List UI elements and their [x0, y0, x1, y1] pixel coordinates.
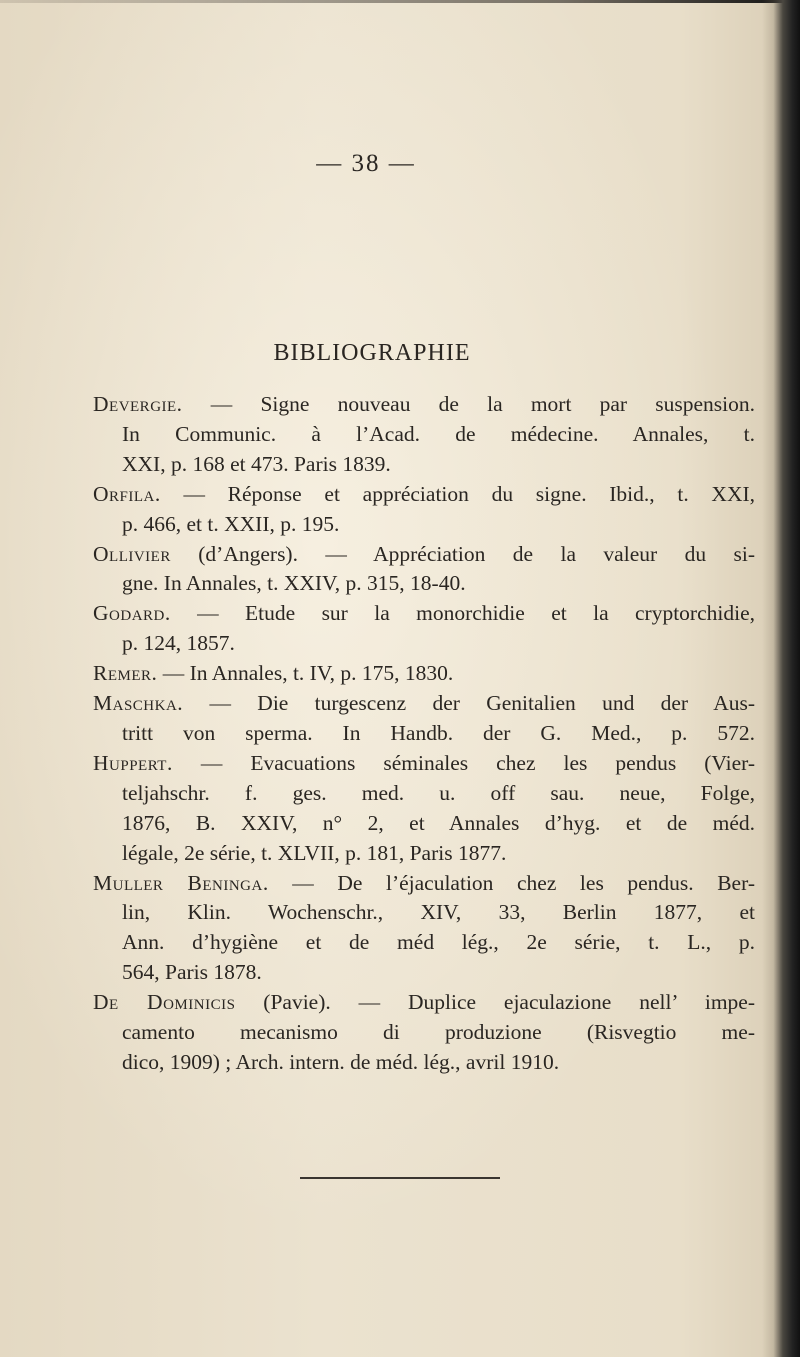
entry-text-line: — Die turgescenz der Genitalien und der Aus- — [209, 691, 755, 716]
entry-text-line: — Signe nouveau de la mort par suspension. — [210, 392, 756, 416]
entry-text-line: (d’Angers). — Appréciation de la valeur du si- — [198, 541, 755, 566]
entry-text-line: — In Annales, t. IV, p. 175, 1830. — [162, 661, 454, 686]
entry-text-line: légale, 2e série, t. XLVII, p. 181, Paris 1877. — [122, 840, 507, 865]
entry-text-line: Ann. d’hygiène et de méd lég., 2e série, t. L., p. — [122, 930, 755, 955]
entry-text-line: XXI, p. 168 et 473. Paris 1839. — [122, 451, 391, 476]
bibliography-entry — [93, 659, 755, 689]
entry-author: Orfila. — [93, 481, 161, 506]
bibliography-entry — [93, 689, 755, 749]
entry-text-line: (Pavie). — Duplice ejaculazione nell’ impe- — [263, 990, 756, 1015]
bibliography-entry — [93, 988, 755, 1078]
entry-text-line: p. 466, et t. XXII, p. 195. — [122, 511, 340, 536]
entry-text-line: 1876, B. XXIV, n° 2, et Annales d’hyg. et de méd. — [122, 810, 755, 835]
entry-text-line: — Réponse et appréciation du signe. Ibid., t. XXI, — [183, 481, 756, 506]
entry-text-line: lin, Klin. Wochenschr., XIV, 33, Berlin 1877, et — [122, 900, 755, 925]
entry-text-line: tritt von sperma. In Handb. der G. Med., p. 572. — [122, 720, 755, 745]
end-rule — [300, 1177, 500, 1179]
entry-text-line: — Etude sur la monorchidie et la cryptorchidie, — [197, 601, 755, 626]
entry-text-line: dico, 1909) ; Arch. intern. de méd. lég., avril 1910. — [122, 1049, 560, 1074]
entry-author: De Dominicis — [93, 990, 236, 1015]
entry-text-line: camento mecanismo di produzione (Risvegtio me- — [122, 1020, 755, 1045]
bibliography-list — [93, 390, 755, 1078]
page-number: — 38 — — [316, 150, 416, 177]
entry-author: Maschka. — [93, 691, 184, 716]
entry-text-line: p. 124, 1857. — [122, 631, 235, 656]
bibliography-entry — [93, 749, 755, 869]
entry-author: Ollivier — [93, 541, 171, 566]
page-binding-edge — [762, 0, 800, 1357]
entry-text-line: In Communic. à l’Acad. de médecine. Annales, t. — [122, 421, 755, 446]
entry-author: Remer. — [93, 661, 158, 686]
entry-author: Huppert. — [93, 750, 173, 775]
bibliography-entry — [93, 390, 755, 480]
entry-text-line: — Evacuations séminales chez les pendus (Vier- — [200, 750, 756, 775]
entry-text-line: teljahschr. f. ges. med. u. off sau. neue, Folge, — [122, 780, 755, 805]
bibliography-entry — [93, 480, 755, 540]
bibliography-entry — [93, 869, 755, 989]
entry-author: Muller Beninga. — [93, 870, 269, 895]
bibliography-entry — [93, 540, 755, 600]
entry-text-line: gne. In Annales, t. XXIV, p. 315, 18-40. — [122, 571, 466, 596]
entry-author: Devergie. — [93, 392, 183, 416]
entry-author: Godard. — [93, 601, 171, 626]
bibliography-entry — [93, 599, 755, 659]
entry-text-line: — De l’éjaculation chez les pendus. Ber- — [292, 870, 755, 895]
top-edge-shadow — [0, 0, 800, 3]
entry-text-line: 564, Paris 1878. — [122, 960, 262, 985]
section-title: BIBLIOGRAPHIE — [273, 340, 471, 366]
